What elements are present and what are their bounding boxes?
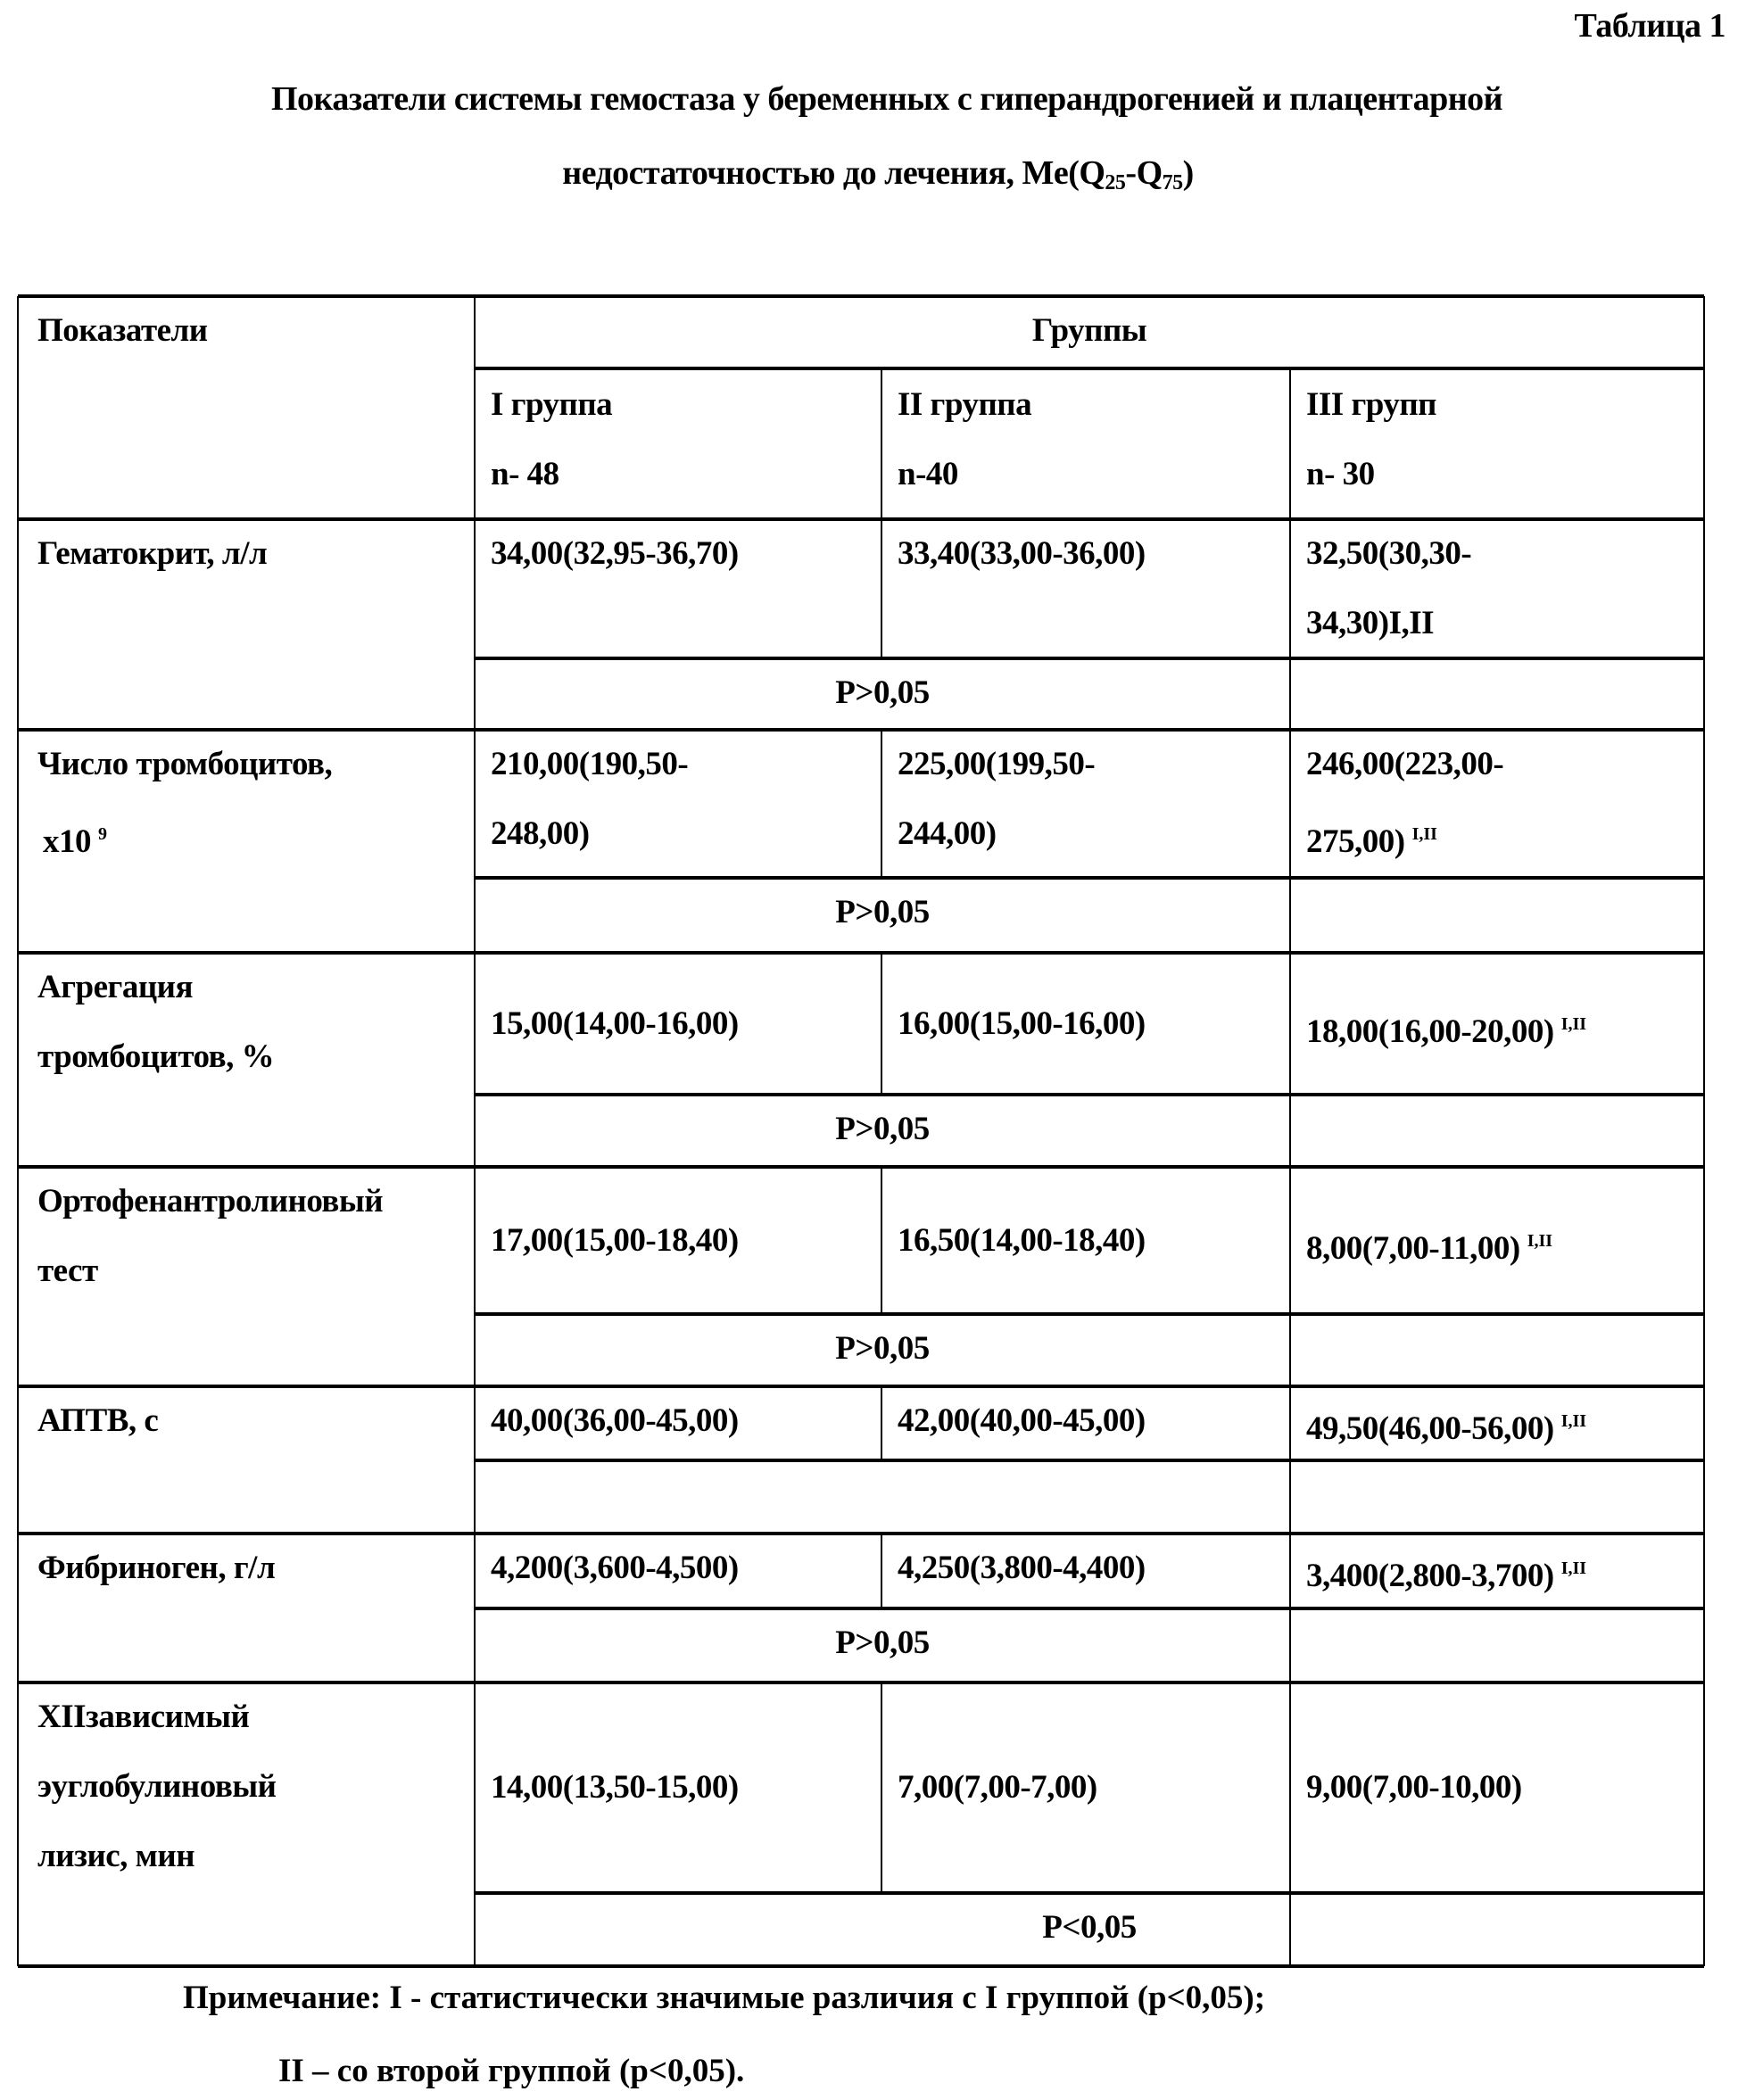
p-value-cell — [475, 1608, 1290, 1682]
group-name: I группа — [491, 386, 612, 423]
row-label — [37, 1534, 475, 1608]
value-text: 34,00(32,95-36,70) — [491, 535, 739, 572]
p-value: P>0,05 — [835, 1625, 929, 1661]
row-label — [37, 1167, 475, 1314]
significance-superscript: I,II — [1412, 824, 1437, 844]
q25-subscript: 25 — [1105, 171, 1125, 194]
value-cell-group-1 — [491, 1534, 881, 1608]
significance-superscript: I,II — [1561, 1411, 1586, 1431]
value-text: 16,50(14,00-18,40) — [898, 1222, 1146, 1259]
row-label-line: лизис, мин — [37, 1838, 194, 1874]
q75-subscript: 75 — [1163, 171, 1183, 194]
p-value-cell — [475, 1314, 1290, 1386]
row-label-line: Фибриноген, г/л — [37, 1550, 275, 1586]
row-label-superscript: 9 — [98, 824, 107, 844]
group-n: n- 30 — [1306, 456, 1375, 492]
value-text: 40,00(36,00-45,00) — [491, 1402, 739, 1439]
value-cell-group-2 — [898, 1386, 1290, 1460]
row-label-line: x10 — [43, 823, 91, 860]
value-cell-group-3 — [1306, 1167, 1704, 1353]
value-text: 14,00(13,50-15,00) — [491, 1769, 739, 1806]
value-text: 16,00(15,00-16,00) — [898, 1005, 1146, 1042]
table-caption: Таблица 1 — [1574, 9, 1726, 43]
row-label-line: XIIзависимый — [37, 1699, 249, 1735]
row-label-line: Число тромбоцитов, — [37, 746, 332, 782]
p-value-cell — [475, 878, 1290, 953]
row-label — [37, 1682, 475, 1893]
header-groups-label: Группы — [1032, 312, 1146, 349]
value-text: 7,00(7,00-7,00) — [898, 1769, 1097, 1806]
value-text: 4,200(3,600-4,500) — [491, 1550, 739, 1586]
value-cell-group-3 — [1306, 730, 1704, 878]
p-value-cell — [475, 1095, 1290, 1167]
group-name: III групп — [1306, 386, 1436, 423]
value-line: 246,00(223,00- — [1306, 746, 1503, 782]
header-group-3 — [1306, 368, 1704, 521]
table-title-line2 — [0, 156, 1738, 194]
table-rule-horizontal — [18, 1964, 1704, 1968]
row-label-line: Ортофенантролиновый — [37, 1183, 383, 1219]
significance-superscript: I,II — [1561, 1558, 1586, 1578]
row-label — [37, 519, 475, 658]
row-label-line: Агрегация — [37, 969, 193, 1005]
title-dash: -Q — [1125, 156, 1162, 190]
p-value: P<0,05 — [1042, 1909, 1136, 1946]
header-group-1 — [491, 368, 881, 521]
row-label — [37, 1386, 475, 1460]
p-value: P>0,05 — [835, 1111, 929, 1147]
header-groups — [475, 296, 1704, 368]
title-close: ) — [1183, 156, 1194, 190]
note-line2: II – со второй группой (p<0,05). — [278, 2052, 744, 2090]
row-label-line: Гематокрит, л/л — [37, 535, 267, 572]
value-cell-group-2 — [898, 1534, 1290, 1608]
value-text: 15,00(14,00-16,00) — [491, 1005, 739, 1042]
value-cell-group-1 — [491, 730, 881, 878]
value-line: 275,00) — [1306, 823, 1405, 860]
value-cell-group-2 — [898, 730, 1290, 878]
p-value: P>0,05 — [835, 674, 929, 711]
value-text: 33,40(33,00-36,00) — [898, 535, 1146, 572]
value-line: 32,50(30,30- — [1306, 535, 1471, 572]
value-text: 3,400(2,800-3,700) — [1306, 1558, 1554, 1594]
value-text: 49,50(46,00-56,00) — [1306, 1410, 1554, 1447]
title-line1-text: Показатели системы гемостаза у беременных с гиперандрогенией и плацентарной — [236, 82, 1502, 116]
p-value-cell — [475, 1893, 1704, 1966]
row-label-line: АПТВ, с — [37, 1402, 158, 1439]
significance-superscript: I,II — [1527, 1231, 1552, 1251]
value-line: 248,00) — [491, 815, 590, 852]
value-line: 244,00) — [898, 815, 997, 852]
value-cell-group-3 — [1306, 1386, 1704, 1460]
p-value: P>0,05 — [835, 894, 929, 930]
p-value: P>0,05 — [835, 1330, 929, 1367]
group-n: n-40 — [898, 456, 958, 492]
value-line: 210,00(190,50- — [491, 746, 688, 782]
significance-superscript: I,II — [1561, 1014, 1586, 1034]
p-value-cell — [475, 1460, 1290, 1534]
value-text: 8,00(7,00-11,00) — [1306, 1230, 1520, 1267]
value-cell-group-3 — [1306, 953, 1704, 1131]
row-label — [37, 953, 475, 1095]
group-n: n- 48 — [491, 456, 559, 492]
value-cell-group-1 — [491, 1386, 881, 1460]
header-group-2 — [898, 368, 1290, 521]
title-line2-prefix: недостаточностью до лечения, Me(Q — [562, 156, 1105, 190]
value-cell-group-3 — [1306, 1534, 1704, 1608]
table-rule-vertical — [17, 296, 19, 1966]
value-cell-group-3 — [1306, 519, 1704, 658]
row-label-line: тест — [37, 1253, 98, 1289]
value-text: 18,00(16,00-20,00) — [1306, 1013, 1554, 1050]
value-text: 42,00(40,00-45,00) — [898, 1402, 1146, 1439]
header-indicators — [37, 296, 475, 368]
value-cell-group-1 — [491, 519, 881, 658]
header-indicators-label: Показатели — [37, 312, 208, 349]
row-label — [37, 730, 475, 878]
row-label-line: эуглобулиновый — [37, 1768, 277, 1805]
value-cell-group-2 — [898, 519, 1290, 658]
value-line: 34,30)I,II — [1306, 605, 1434, 641]
value-text: 4,250(3,800-4,400) — [898, 1550, 1146, 1586]
title-line2-text — [544, 156, 1194, 194]
value-text: 17,00(15,00-18,40) — [491, 1222, 739, 1259]
value-line: 225,00(199,50- — [898, 746, 1095, 782]
value-text: 9,00(7,00-10,00) — [1306, 1769, 1522, 1806]
note-line1: Примечание: I - статистически значимые различия с I группой (p<0,05); — [183, 1979, 1265, 2017]
row-label-line: тромбоцитов, % — [37, 1038, 274, 1075]
p-value-cell — [475, 658, 1290, 730]
table-title-line1 — [0, 82, 1738, 116]
group-name: II группа — [898, 386, 1031, 423]
